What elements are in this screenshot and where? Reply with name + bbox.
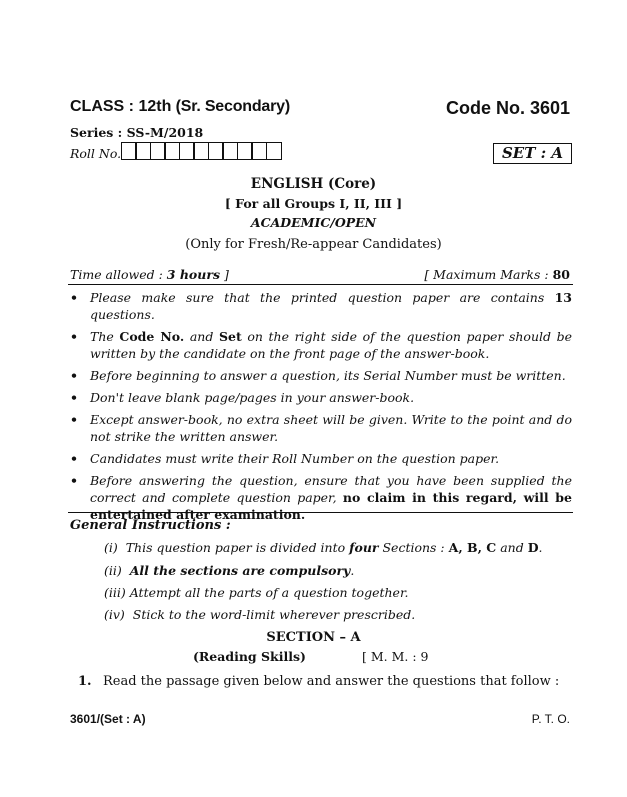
- bullet-dot: •: [70, 368, 78, 383]
- bullet-dot: •: [70, 451, 78, 466]
- section-subtitle: (Reading Skills): [193, 649, 306, 664]
- divider-top: [68, 284, 573, 285]
- bullet-item: • The Code No. and Set on the right side of the question paper should be written by the candidate on the front page of the answer-book.: [70, 329, 573, 361]
- class-label: CLASS : 12th: [70, 98, 172, 115]
- marks-value: 80: [552, 267, 570, 282]
- subject-title: ENGLISH (Core): [250, 176, 377, 192]
- footer-pto: P. T. O.: [531, 712, 570, 726]
- general-instructions-heading: General Instructions :: [70, 518, 231, 533]
- bullet-item: • Don't leave blank page/pages in your answer-book.: [70, 390, 415, 405]
- time-value: 3 hours: [166, 267, 220, 282]
- code-number: Code No. 3601: [445, 98, 570, 118]
- maximum-marks: [424, 267, 570, 282]
- roll-number-boxes[interactable]: [122, 142, 282, 160]
- section-title: SECTION – A: [266, 630, 361, 645]
- groups-line: [ For all Groups I, II, III ]: [224, 196, 403, 211]
- time-end: ]: [219, 267, 229, 282]
- bullet-item: • Before beginning to answer a question, its Serial Number must be written.: [70, 368, 566, 383]
- question-number: 1.: [78, 674, 92, 689]
- instruction-i: (i) This question paper is divided into four Sections : A, B, C and D.: [104, 540, 543, 555]
- class-detail: (Sr. Secondary): [171, 98, 290, 115]
- bullet-dot: •: [70, 290, 78, 305]
- instruction-iv: (iv) Stick to the word-limit wherever prescribed.: [104, 607, 416, 622]
- bullet-item: • Before answering the question, ensure that you have been supplied the correct and complete question paper, no claim in this regard, will be entertained after examination.: [70, 473, 572, 522]
- section-marks: [ M. M. : 9: [362, 649, 429, 664]
- bullet-item: • Except answer-book, no extra sheet will be given. Write to the point and do not strike the written answer.: [70, 412, 572, 444]
- bullet-dot: •: [70, 329, 78, 344]
- bullet-dot: •: [70, 473, 78, 488]
- class-line: [70, 98, 290, 116]
- divider-bottom: [68, 512, 573, 513]
- mode-line: ACADEMIC/OPEN: [250, 215, 377, 230]
- bullet-dot: •: [70, 412, 78, 427]
- candidates-line: (Only for Fresh/Re-appear Candidates): [185, 237, 442, 252]
- instruction-iii: (iii) Attempt all the parts of a question together.: [104, 585, 409, 600]
- set-box: SET : A: [493, 143, 572, 164]
- roll-number-box[interactable]: [266, 142, 282, 160]
- time-label: Time allowed :: [70, 267, 167, 282]
- instruction-bullets: [68, 289, 572, 528]
- bullet-item: • Candidates must write their Roll Number on the question paper.: [70, 451, 500, 466]
- question-text: Read the passage given below and answer the questions that follow :: [103, 674, 560, 689]
- bullet-dot: •: [70, 390, 78, 405]
- footer-code: 3601/(Set : A): [70, 712, 146, 726]
- roll-no-label: Roll No.: [70, 146, 122, 161]
- time-allowed: [70, 267, 229, 282]
- marks-label: [ Maximum Marks :: [424, 267, 553, 282]
- bullet-item: • Please make sure that the printed question paper are contains 13 questions.: [70, 290, 572, 322]
- instruction-ii: (ii) All the sections are compulsory.: [104, 563, 355, 578]
- series-label: Series : SS-M/2018: [70, 125, 204, 140]
